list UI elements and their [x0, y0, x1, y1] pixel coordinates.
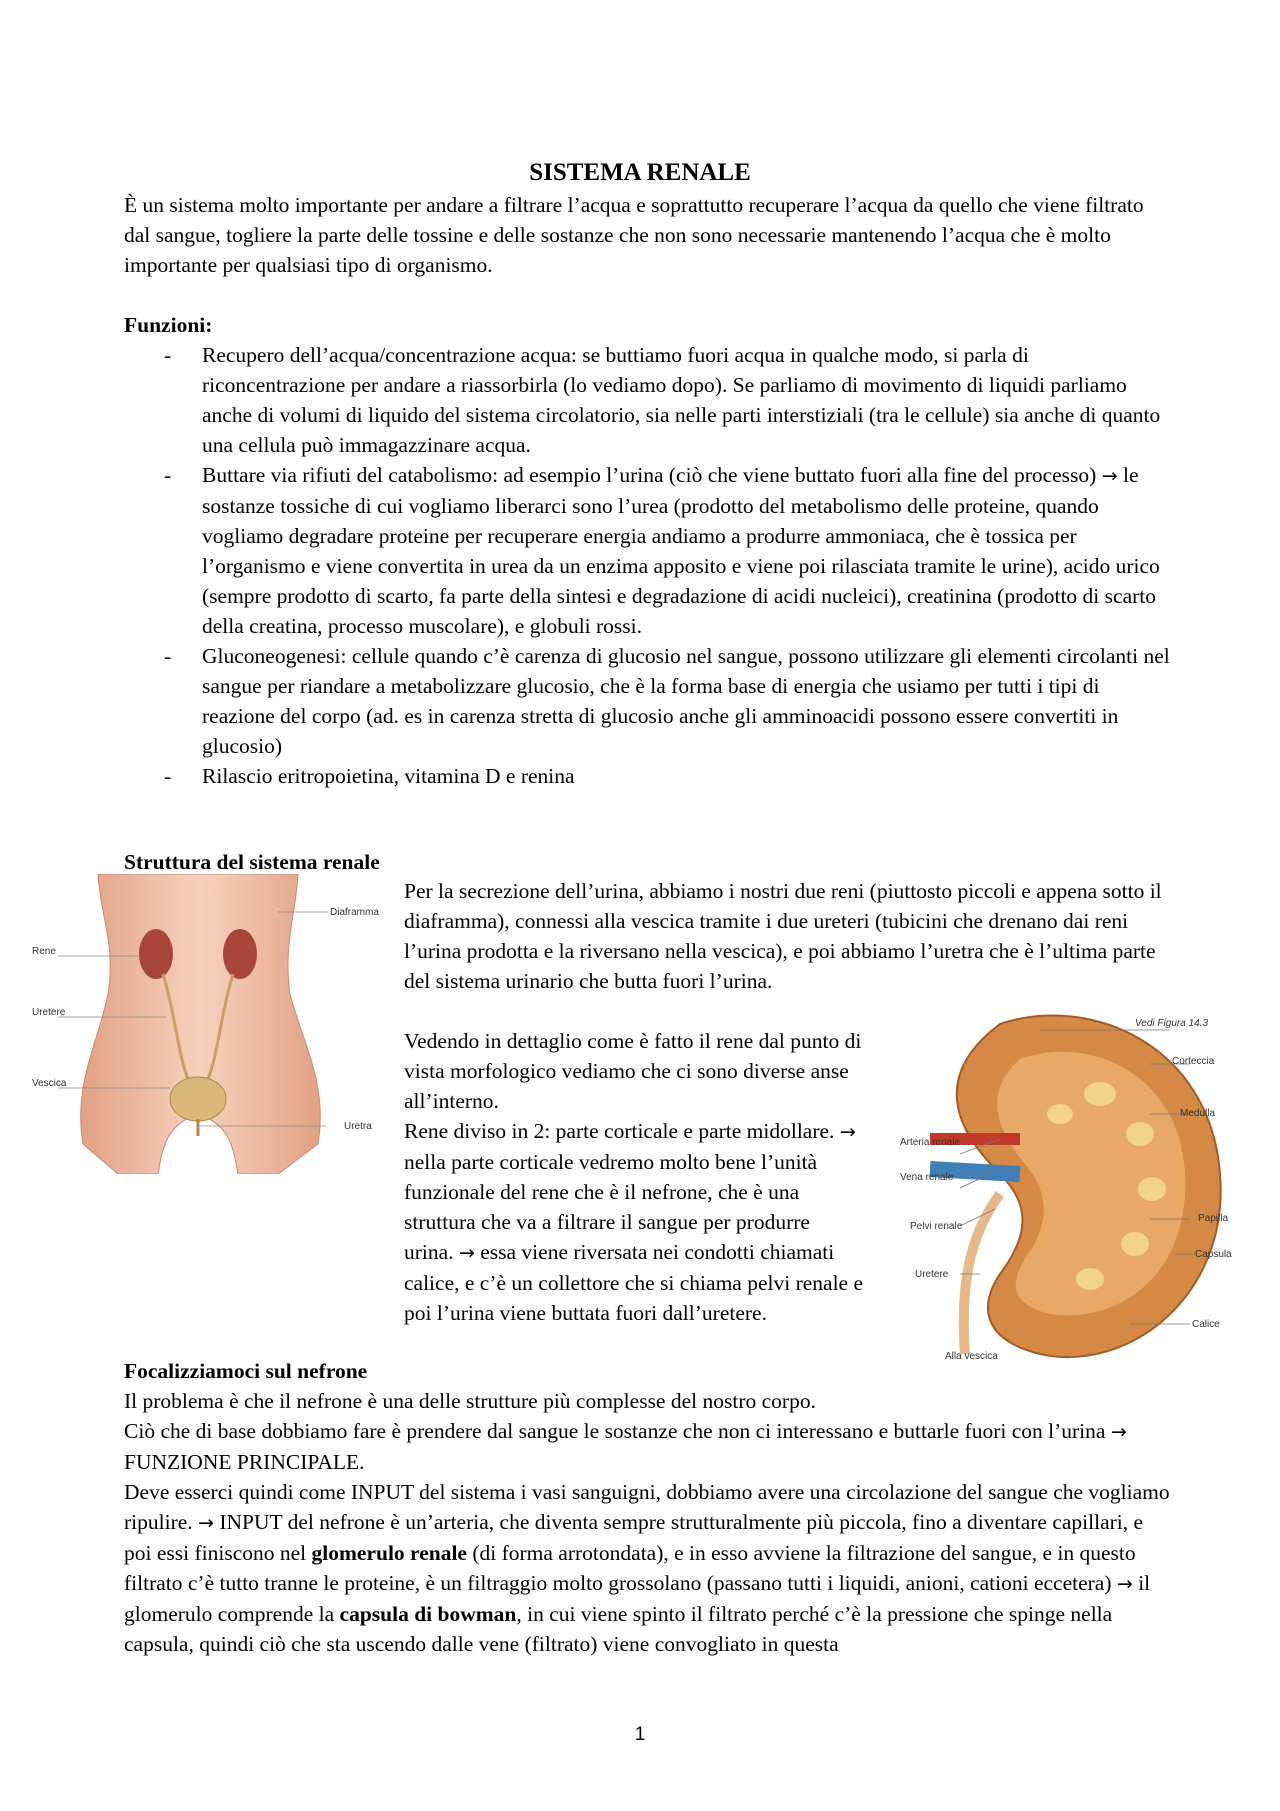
nefrone-l3b: INPUT del nefrone è un’arteria, che diventa sempre strutturalmente più piccola, fino a diventare capillari, e poi essi finiscono nel [124, 1510, 1144, 1565]
arrow-icon: → [1116, 1573, 1133, 1595]
list-item [124, 761, 1174, 791]
label-corteccia: Corteccia [1172, 1056, 1215, 1067]
nefrone-section [124, 1356, 1174, 1659]
nefrone-l3d: (di forma arrotondata), e in esso avviene la filtrazione del sangue, e in questo filtrato c’è tutto tranne le proteine, è un filtraggio molto grossolano (passano tutti i liquidi, anioni, cationi eccetera) [124, 1541, 1136, 1595]
struttura-p3c: essa viene riversata nei condotti chiamati calice, e c’è un collettore che si chiama pelvi renale e poi l’urina viene buttata fuori dall’uretere. [404, 1240, 864, 1325]
nefrone-l2b: FUNZIONE PRINCIPALE. [124, 1450, 365, 1474]
intro-paragraph [124, 190, 1174, 280]
struttura-p1: Per la secrezione dell’urina, abbiamo i nostri due reni (piuttosto piccoli e appena sotto il diaframma), connessi alla vescica tramite i due ureteri (tubicini che drenano dai reni l’urina prodotta e la riversano nella vescica), e poi abbiamo l’uretra che è l’ultima parte del sistema urinario che butta fuori l’urina. [404, 879, 1162, 993]
label-pelvi-renale: Pelvi renale [910, 1221, 963, 1232]
list-item-text: Rilascio eritropoietina, vitamina D e renina [202, 764, 575, 788]
struttura-p3a: Rene diviso in 2: parte corticale e parte midollare. [404, 1119, 835, 1143]
list-item [124, 460, 1174, 641]
label-rene: Rene [32, 946, 56, 957]
kidney-figure [890, 1004, 1235, 1364]
label-medulla: Medulla [1180, 1108, 1216, 1119]
funzioni-heading: Funzioni: [124, 313, 213, 337]
nefrone-l3g: , in cui viene spinto il filtrato perché c’è la pressione che spinge nella capsula, quindi ciò che sta uscendo dalle vene (filtrato) viene convogliato in questa [124, 1602, 1113, 1656]
arrow-icon: → [1110, 1421, 1127, 1443]
label-uretere-kidney: Uretere [915, 1269, 949, 1280]
label-capsula: Capsula [1195, 1249, 1232, 1260]
nefrone-l3a: Deve esserci quindi come INPUT del sistema i vasi sanguigni, dobbiamo avere una circolazione del sangue che vogliamo ripulire. [124, 1480, 1170, 1534]
nefrone-l1: Il problema è che il nefrone è una delle strutture più complesse del nostro corpo. [124, 1389, 816, 1413]
struttura-p2: Vedendo in dettaglio come è fatto il rene dal punto di vista morfologico vediamo che ci sono diverse anse all’interno. [404, 1029, 862, 1113]
struttura-p3b: nella parte corticale vedremo molto bene l’unità funzionale del rene che è il nefrone, che è una struttura che va a filtrare il sangue per produrre urina. [404, 1150, 818, 1264]
label-uretra: Uretra [344, 1121, 372, 1132]
label-papilla: Papilla [1198, 1213, 1229, 1224]
urinary-system-figure [28, 874, 398, 1174]
arrow-icon: → [458, 1242, 475, 1264]
list-item-text: Recupero dell’acqua/concentrazione acqua: se buttiamo fuori acqua in qualche modo, si parla di riconcentrazione per andare a riassorbirla (lo vediamo dopo). Se parliamo di movimento di liquidi parliamo anche di volumi di liquido del sistema circolatorio, sia nelle parti interstiziali (tra le cellule) sia anche di quanto una cellula può immagazzinare acqua. [202, 343, 1161, 457]
nefrone-l2a: Ciò che di base dobbiamo fare è prendere dal sangue le sostanze che non ci interessano e buttarle fuori con l’urina [124, 1419, 1106, 1443]
struttura-text-right [404, 876, 1184, 996]
funzioni-section [124, 310, 1174, 791]
list-item-text: Gluconeogenesi: cellule quando c’è carenza di glucosio nel sangue, possono utilizzare gli elementi circolanti nel sangue per riandare a metabolizzare glucosio, che è la forma base di energia che usiamo per tutti i tipi di reazione del corpo (ad. es in carenza stretta di glucosio anche gli amminoacidi possono essere convertiti in glucosio) [202, 644, 1170, 758]
nefrone-l3 [124, 1477, 1174, 1659]
arrow-icon: → [839, 1121, 856, 1143]
arrow-icon: → [198, 1512, 214, 1534]
list-item [124, 340, 1174, 460]
label-arteria-renale: Arteria renale [900, 1137, 961, 1148]
funzioni-list [124, 340, 1174, 791]
label-vescica: Vescica [32, 1078, 67, 1089]
arrow-icon: → [1101, 465, 1118, 487]
label-diaframma: Diaframma [330, 907, 379, 918]
struttura-heading: Struttura del sistema renale [124, 850, 380, 874]
struttura-p3 [404, 1116, 864, 1328]
capsula-bowman-term: capsula di bowman [339, 1602, 517, 1626]
label-uretere: Uretere [32, 1007, 66, 1018]
label-calice: Calice [1192, 1319, 1220, 1330]
list-item-text: le sostanze tossiche di cui vogliamo liberarci sono l’urea (prodotto del metabolismo delle proteine, quando vogliamo degradare proteine per recuperare energia andiamo a produrre ammoniaca, che è tossica per l’organismo e viene convertita in urea da un enzima apposito e viene poi rilasciata tramite le urine), acido urico (sempre prodotto di scarto, fa parte della sintesi e degradazione di acidi nucleici), creatinina (prodotto di scarto della creatina, processo muscolare), e globuli rossi. [202, 463, 1160, 638]
nefrone-l3e: il glomerulo comprende la [124, 1571, 1151, 1626]
glomerulo-renale-term: glomerulo renale [311, 1541, 467, 1565]
struttura-text-lower [404, 1116, 864, 1328]
figure-ref: Vedi Figura 14.3 [1135, 1018, 1209, 1029]
struttura-text-mid [404, 1026, 874, 1116]
intro-text: È un sistema molto importante per andare a filtrare l’acqua e soprattutto recuperare l’acqua da quello che viene filtrato dal sangue, togliere la parte delle tossine e delle sostanze che non sono necessarie mantenendo l’acqua che è molto importante per qualsiasi tipo di organismo. [124, 193, 1144, 277]
label-alla-vescica: Alla vescica [945, 1351, 998, 1362]
list-item-text: Buttare via rifiuti del catabolismo: ad esempio l’urina (ciò che viene buttato fuori alla fine del processo) [202, 463, 1097, 487]
list-item [124, 641, 1174, 761]
label-vena-renale: Vena renale [900, 1172, 954, 1183]
page-number: 1 [634, 1724, 646, 1745]
nefrone-l2 [124, 1416, 1174, 1477]
nefrone-heading: Focalizziamoci sul nefrone [124, 1359, 368, 1383]
page-title: SISTEMA RENALE [529, 159, 751, 186]
